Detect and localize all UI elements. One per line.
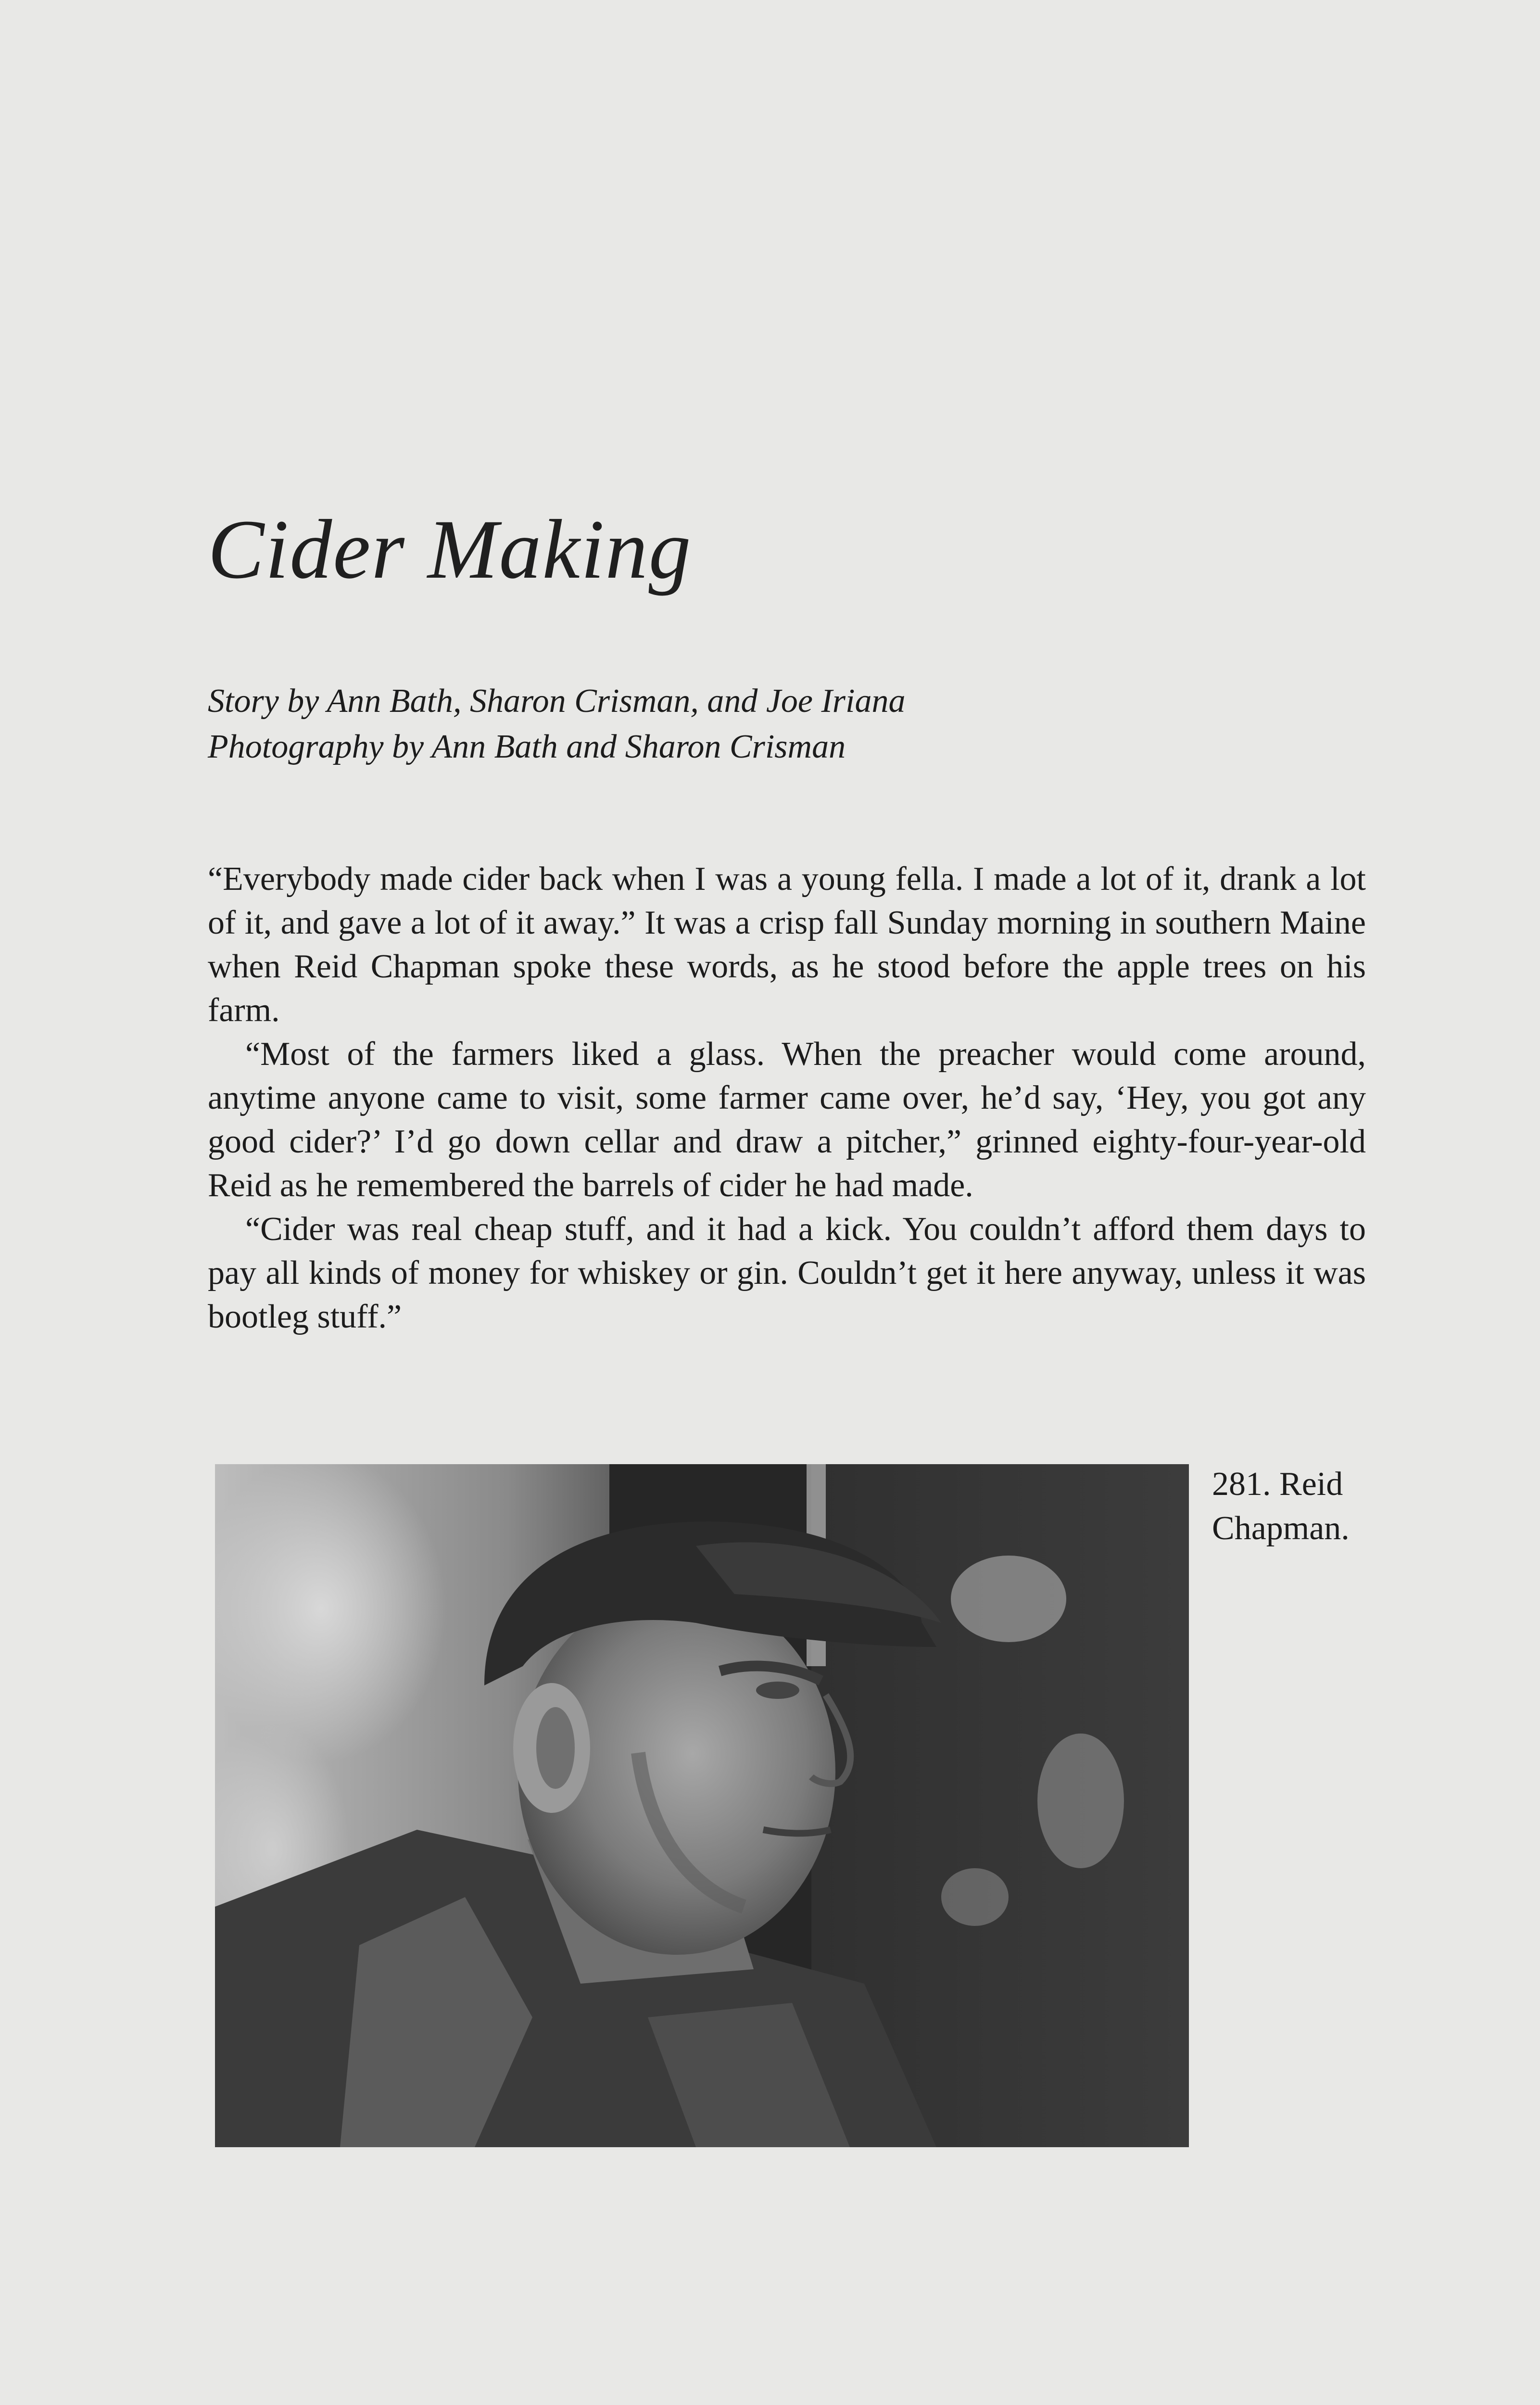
paragraph-2: “Most of the farmers liked a glass. When the preacher would come around, anytime anyone came to visit, some farmer came over, he’d say, ‘Hey, you got any good cider?’ I’d go down cellar and draw a pitcher,” grinned eighty-four-year-old Reid as he remembered the barrels of cider he had made. [208,1036,1366,1204]
paragraph-1: “Everybody made cider back when I was a young fella. I made a lot of it, drank a lot of it, and gave a lot of it away.” It was a crisp fall Sunday morning in southern Maine when Reid Chapman spoke these words, as he stood before the apple trees on his farm. [208,861,1366,1029]
article-body [208,857,1366,1339]
article-title: Cider Making [208,503,692,596]
paragraph-3: “Cider was real cheap stuff, and it had a kick. You couldn’t afford them days to pay all kinds of money for whiskey or gin. Couldn’t get it here anyway, unless it was bootleg stuff.” [208,1211,1366,1335]
photo-caption [1212,1462,1371,1551]
reid-chapman-photo [215,1464,1189,2147]
caption-line-2: Chapman. [1212,1510,1350,1547]
photography-credit: Photography by Ann Bath and Sharon Crisman [208,728,846,765]
caption-line-1: 281. Reid [1212,1466,1343,1503]
credits-block [208,678,1362,770]
story-credit: Story by Ann Bath, Sharon Crisman, and Joe Iriana [208,683,906,720]
